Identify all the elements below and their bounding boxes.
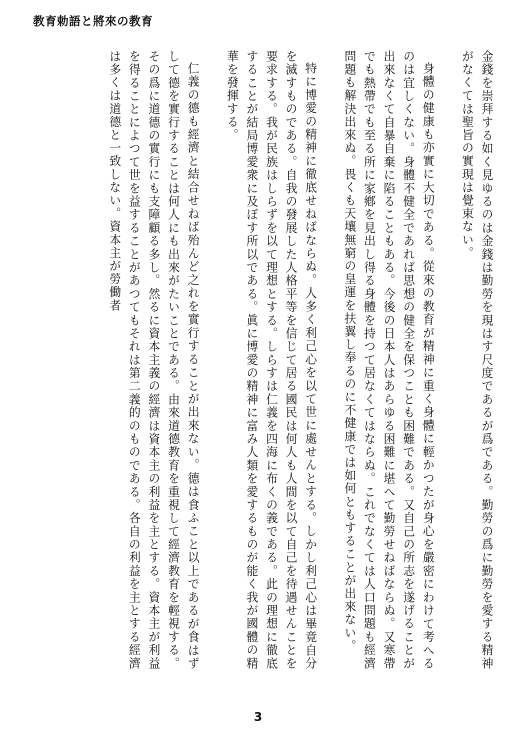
paragraph-continuation: 金錢を崇拜する如く見ゆるのは金錢は勤勞を現はす尺度であるが爲である。勤勞の爲に勤勞を愛する精神がなくては聖旨の實現は覺束ない。 [460, 50, 494, 670]
running-header: 教育勅語と將來の教育 [33, 14, 153, 28]
body-text [104, 50, 496, 670]
paragraph-health: 身體の健康も亦實に大切である。從來の教育が精神に重く身體に輕かつたが身心を嚴密にわけて考へるのは宜しくない。身體不健全であれば思想の健全を保つことも困難である。又自己の所志を遂げることが出來なくて自暴自棄に陷ることもある。今後の日本人はあらゆる困難に堪へて勤勞せねばならぬ。又寒帶でも熱帶でも至る所に家鄕を見出し得る身體を持つて居なくてはならぬ。これでなくては人口問題も經濟問題も解決出來ぬ。畏くも天壤無窮の皇運を扶翼し奉るのに不健康では如何ともすることが出來ない。 [342, 50, 436, 670]
paragraph-economics: 仁義の德も經濟と結合せねば殆んど之れを實行することが出來ない。德は食ふこと以上であるが食はずして德を實行することは何人にも出來がたいことである。由來道德教育を重視して經濟教育を輕視する。その爲に道德の實行にも支障顧る多し。然るに資本主義の經濟は資本主の利益を主とする。資本主が利益を得ることによつて世を益することがあつてもそれは第二義的のものである。各自の利益を主とする經濟は多くは道德と一致しない。資本主が勞働者 [107, 50, 201, 670]
paragraph-philanthropy: 特に博愛の精神に徹底せねばならぬ。人多く利己心を以て世に處せんとする。しかし利己心は畢竟自分を滅すものである。自我の發展した人格平等を信じて居る國民は何人も人間を以て自己を待遇せんことを要求する。我が民族はしらずを以て理想とする。しらすは仁義を四海に布くの義である。此の理想に徹底することが結局博愛衆に及ぼす所以である。眞に博愛の精神に富み人類を愛するものが能く我が國體の精華を發揮する。 [225, 50, 318, 670]
page-number: 3 [253, 710, 263, 724]
